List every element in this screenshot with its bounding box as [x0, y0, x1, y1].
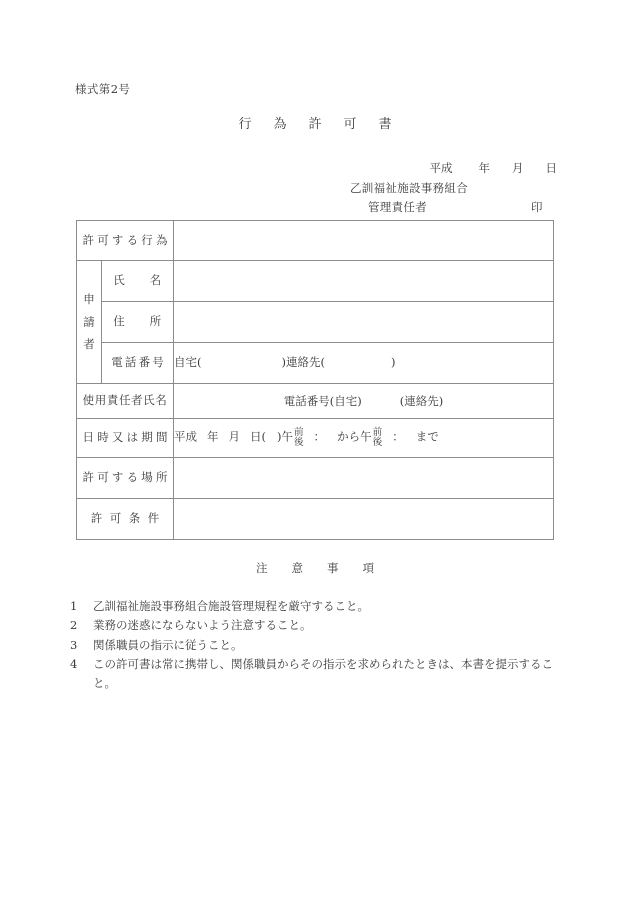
- field-place[interactable]: [174, 458, 554, 499]
- datetime-end-ampm-am: 前: [372, 426, 383, 438]
- note-number: 2: [70, 618, 78, 633]
- note-number: 4: [70, 656, 78, 671]
- phone-home-label: 自宅(: [174, 355, 202, 370]
- datetime-start-ampm-am: 前: [294, 426, 304, 438]
- phone-home-close: ): [281, 355, 287, 370]
- label-applicant-phone: 電話番号: [102, 343, 174, 384]
- table-row-conditions: [77, 499, 554, 540]
- label-place: 許可する場所: [77, 458, 174, 499]
- notes-heading-char-1: 注: [256, 561, 268, 575]
- note-item: [70, 616, 570, 635]
- table-row-place: [77, 458, 554, 499]
- datetime-weekday-close: ): [277, 430, 282, 444]
- issue-day-unit: 日: [545, 161, 557, 175]
- title-char-1: 行: [238, 117, 252, 132]
- field-datetime[interactable]: [174, 419, 554, 458]
- issue-date-line: [0, 160, 557, 176]
- label-applicant-address: 住 所: [102, 302, 174, 343]
- datetime-start-ampm-pm: 後: [294, 436, 304, 448]
- note-number: 1: [70, 599, 78, 613]
- notes-heading: [0, 560, 630, 576]
- permit-form-table: [76, 220, 554, 540]
- datetime-month-unit: 月: [228, 430, 241, 444]
- note-item: [70, 655, 570, 694]
- issue-era: 平成: [429, 161, 453, 175]
- field-applicant-name[interactable]: [174, 261, 554, 302]
- seal-mark: 印: [531, 200, 543, 214]
- label-manager-name: 使用責任者氏名: [77, 384, 174, 419]
- phone-contact-label: 連絡先(: [286, 355, 326, 370]
- datetime-end-colon: ：: [392, 430, 404, 444]
- datetime-until-word: まで: [415, 430, 439, 444]
- table-row-applicant-address: [77, 302, 554, 343]
- table-row-applicant-phone: [77, 343, 554, 384]
- table-row-manager-name: [77, 384, 554, 419]
- label-conditions: 許可条件: [77, 499, 174, 540]
- notes-heading-char-4: 項: [362, 561, 374, 575]
- note-text: この許可書は常に携帯し、関係職員からその指示を求められたときは、本書を提示すること。: [93, 656, 553, 691]
- manager-contact-label: (連絡先): [399, 394, 444, 408]
- issue-year-unit: 年: [478, 161, 490, 175]
- issuer-role: 管理責任者: [368, 200, 427, 214]
- datetime-era: 平成: [174, 430, 198, 444]
- note-item: [70, 597, 570, 616]
- table-row-applicant-name: [77, 261, 554, 302]
- datetime-year-unit: 年: [207, 430, 219, 444]
- datetime-start-ampm[interactable]: [294, 428, 304, 447]
- datetime-end-ampm[interactable]: [373, 428, 383, 447]
- field-conditions[interactable]: [174, 499, 554, 540]
- applicant-char-2: 請: [83, 314, 95, 329]
- datetime-weekday-open: (: [261, 430, 267, 444]
- issue-month-unit: 月: [512, 161, 524, 175]
- label-applicant-name: 氏 名: [102, 261, 174, 302]
- applicant-char-3: 者: [83, 337, 95, 352]
- datetime-end-hour-prefix: 午: [360, 430, 372, 444]
- note-number: 3: [70, 637, 78, 652]
- table-row-datetime: [77, 419, 554, 458]
- issuer-organization: 乙訓福祉施設事務組合: [350, 181, 468, 195]
- field-manager-name[interactable]: [174, 384, 554, 419]
- datetime-start-colon: ：: [313, 430, 326, 444]
- notes-heading-char-3: 事: [327, 561, 339, 575]
- note-text: 業務の迷惑にならないよう注意すること。: [93, 618, 312, 633]
- datetime-end-ampm-pm: 後: [372, 436, 383, 448]
- title-char-4: 可: [343, 117, 357, 132]
- title-char-3: 許: [308, 117, 322, 132]
- label-datetime: 日時又は期間: [77, 419, 174, 458]
- document-title: [0, 113, 630, 132]
- note-text: 乙訓福祉施設事務組合施設管理規程を厳守すること。: [93, 599, 369, 613]
- datetime-day-unit: 日: [250, 430, 262, 444]
- title-char-5: 書: [378, 117, 392, 132]
- label-applicant-group: [77, 261, 102, 384]
- form-number: 様式第2号: [75, 82, 131, 96]
- datetime-start-hour-prefix: 午: [281, 430, 294, 444]
- note-item: [70, 636, 570, 655]
- manager-phone-label: 電話番号(自宅): [283, 394, 362, 408]
- field-permitted-act[interactable]: [174, 221, 554, 261]
- applicant-char-1: 申: [83, 292, 95, 307]
- title-char-2: 為: [273, 117, 287, 132]
- field-applicant-address[interactable]: [174, 302, 554, 343]
- field-applicant-phone[interactable]: [174, 343, 554, 384]
- phone-contact-close: ): [391, 355, 396, 370]
- notes-heading-char-2: 意: [291, 561, 303, 575]
- notes-list: [70, 597, 570, 694]
- table-row-permitted-act: [77, 221, 554, 261]
- note-text: 関係職員の指示に従うこと。: [93, 637, 243, 652]
- datetime-from-word: から: [337, 430, 361, 444]
- label-permitted-act: 許可する行為: [77, 221, 174, 261]
